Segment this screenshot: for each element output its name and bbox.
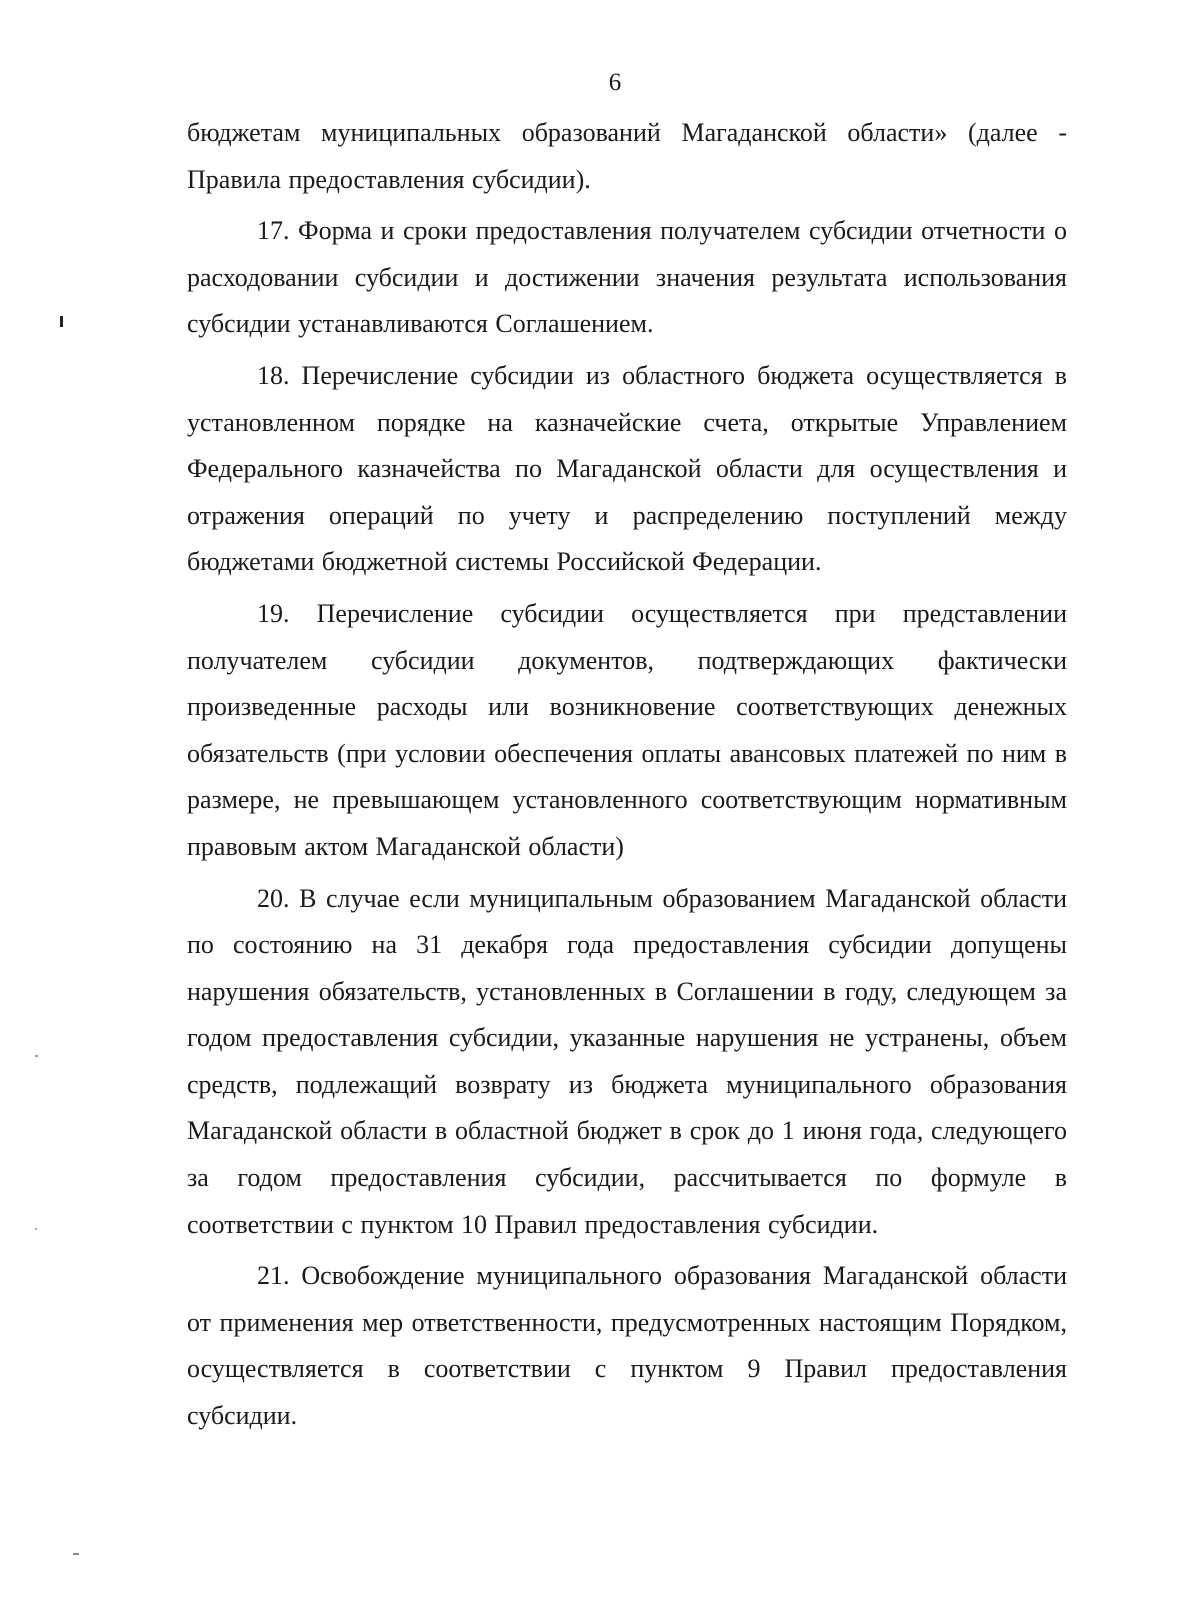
paragraph-19: 19. Перечисление субсидии осуществляется при представлении получателем субсидии документов, подтверждающих фактически произведенные расходы или возникновение соответствующих денежных обязательств (при условии обеспечения оплаты авансовых платежей по ним в размере, не превышающем установленного соответствующим нормативным правовым актом Магаданской области) <box>187 598 1067 861</box>
scan-artifact <box>60 316 63 327</box>
document-body <box>187 110 1067 1445</box>
scan-artifact <box>35 1228 37 1230</box>
paragraph-17: 17. Форма и сроки предоставления получателем субсидии отчетности о расходовании субсидии и достижении значения результата использования субсидии устанавливаются Соглашением. <box>187 216 1067 339</box>
scan-artifact <box>73 1553 79 1555</box>
paragraph-18: 18. Перечисление субсидии из областного бюджета осуществляется в установленном порядке на казначейские счета, открытые Управлением Федерального казначейства по Магаданской области для осуществления и отражения операций по учету и распределению поступлений между бюджетами бюджетной системы Российской Федерации. <box>187 360 1067 577</box>
paragraph-21: 21. Освобождение муниципального образования Магаданской области от применения мер ответственности, предусмотренных настоящим Порядком, осуществляется в соответствии с пунктом 9 Правил предоставления субсидии. <box>187 1261 1067 1431</box>
paragraph-continuation: бюджетам муниципальных образований Магаданской области» (далее - Правила предоставления субсидии). <box>187 118 1067 194</box>
page-number: 6 <box>608 69 622 96</box>
paragraph-20: 20. В случае если муниципальным образованием Магаданской области по состоянию на 31 декабря года предоставления субсидии допущены нарушения обязательств, установленных в Соглашении в году, следующем за годом предоставления субсидии, указанные нарушения не устранены, объем средств, подлежащий возврату из бюджета муниципального образования Магаданской области в областной бюджет в срок до 1 июня года, следующего за годом предоставления субсидии, рассчитывается по формуле в соответствии с пунктом 10 Правил предоставления субсидии. <box>187 883 1067 1239</box>
scan-artifact <box>35 1055 38 1057</box>
